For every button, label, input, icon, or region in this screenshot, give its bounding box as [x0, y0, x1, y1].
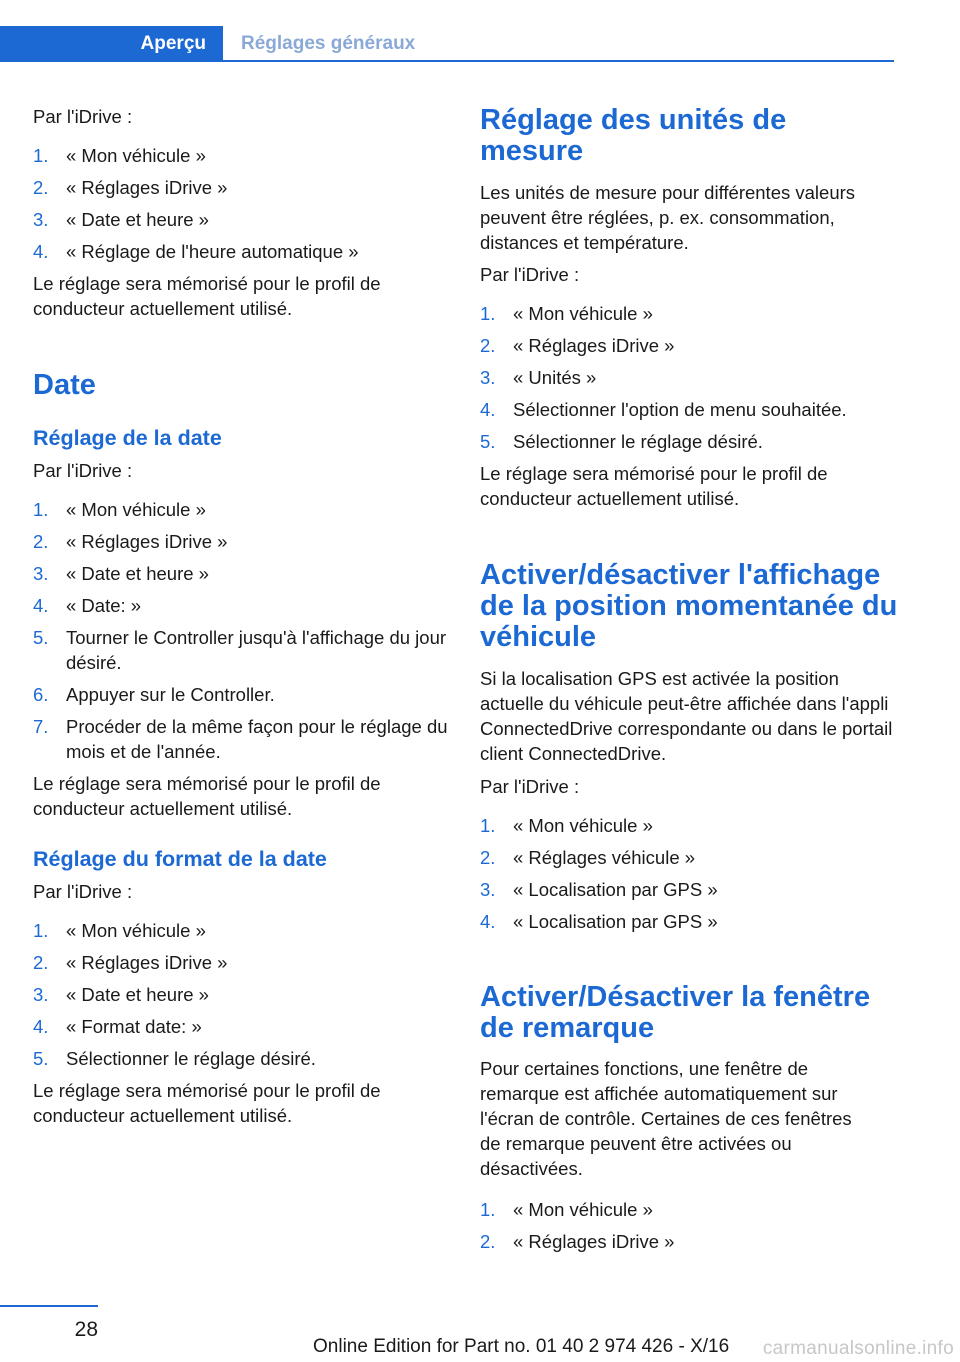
step-text: « Mon véhicule » — [66, 145, 206, 166]
units-desc: Les unités de mesure pour différentes valeurs peuvent être réglées, p. ex. consommation, distances et température. — [480, 182, 856, 253]
step-number: 5. — [33, 627, 49, 648]
step-number: 1. — [480, 303, 496, 324]
step-number: 5. — [480, 431, 496, 452]
section-title-remark: Activer/Désactiver la fenêtre de remarque — [480, 981, 871, 1044]
step-text: « Mon véhicule » — [66, 920, 206, 941]
step-number: 4. — [33, 1016, 49, 1037]
section-title-date: Date — [33, 369, 96, 401]
header-rule — [223, 60, 894, 62]
step-number: 5. — [33, 1048, 49, 1069]
step-number: 3. — [480, 879, 496, 900]
position-desc: Si la localisation GPS est activée la position actuelle du véhicule peut-être affichée dans l'appli ConnectedDrive correspondante ou dans le portail client ConnectedDrive. — [480, 668, 893, 764]
subsection-title-date-setting: Réglage de la date — [33, 426, 222, 450]
step-number: 4. — [33, 595, 49, 616]
footer-edition: Online Edition for Part no. 01 40 2 974 426 - X/16 — [313, 1336, 730, 1357]
step-number: 1. — [33, 920, 49, 941]
step-text: Procéder de la même façon pour le réglage du mois et de l'année. — [66, 716, 448, 762]
step-number: 2. — [33, 952, 49, 973]
step-number: 1. — [480, 815, 496, 836]
step-text: Sélectionner le réglage désiré. — [66, 1048, 316, 1069]
step-text: « Réglages iDrive » — [66, 952, 228, 973]
step-text: « Réglages véhicule » — [513, 847, 696, 868]
step-text: « Mon véhicule » — [513, 303, 653, 324]
step-number: 1. — [33, 499, 49, 520]
step-number: 3. — [33, 209, 49, 230]
step-number: 1. — [33, 145, 49, 166]
step-number: 2. — [33, 177, 49, 198]
intro-note: Le réglage sera mémorisé pour le profil de conducteur actuellement utilisé. — [33, 273, 381, 319]
step-text: « Mon véhicule » — [513, 1199, 653, 1220]
step-text: « Localisation par GPS » — [513, 879, 718, 900]
step-number: 4. — [33, 241, 49, 262]
intro-par: Par l'iDrive : — [33, 106, 133, 127]
step-text: « Date: » — [66, 595, 142, 616]
format-note: Le réglage sera mémorisé pour le profil de conducteur actuellement utilisé. — [33, 1080, 381, 1126]
step-number: 2. — [480, 335, 496, 356]
step-number: 4. — [480, 911, 496, 932]
remark-desc: Pour certaines fonctions, une fenêtre de remarque est affichée automatiquement sur l'écran de contrôle. Certaines de ces fenêtres de remarque peuvent être activées ou désactivées. — [480, 1058, 852, 1179]
position-par: Par l'iDrive : — [480, 776, 580, 797]
step-text: « Format date: » — [66, 1016, 202, 1037]
section-title-units: Réglage des unités de mesure — [480, 104, 787, 167]
step-text: Sélectionner l'option de menu souhaitée. — [513, 399, 847, 420]
date-set-par: Par l'iDrive : — [33, 460, 133, 481]
step-number: 2. — [480, 847, 496, 868]
page-number: 28 — [74, 1318, 98, 1341]
step-number: 4. — [480, 399, 496, 420]
step-number: 3. — [480, 367, 496, 388]
step-text: « Réglages iDrive » — [513, 335, 675, 356]
step-text: « Localisation par GPS » — [513, 911, 718, 932]
step-number: 3. — [33, 984, 49, 1005]
units-note: Le réglage sera mémorisé pour le profil de conducteur actuellement utilisé. — [480, 463, 828, 509]
header-tab-apercu[interactable]: Aperçu — [0, 26, 223, 62]
step-text: « Réglages iDrive » — [66, 177, 228, 198]
step-text: « Réglages iDrive » — [513, 1231, 675, 1252]
format-par: Par l'iDrive : — [33, 881, 133, 902]
step-text: « Réglages iDrive » — [66, 531, 228, 552]
step-text: « Mon véhicule » — [513, 815, 653, 836]
section-title-position: Activer/désactiver l'affichage de la position momentanée du véhicule — [480, 559, 898, 653]
step-number: 1. — [480, 1199, 496, 1220]
step-text: « Réglage de l'heure automatique » — [66, 241, 359, 262]
step-number: 2. — [480, 1231, 496, 1252]
step-text: « Date et heure » — [66, 984, 209, 1005]
step-text: « Date et heure » — [66, 563, 209, 584]
step-text: « Mon véhicule » — [66, 499, 206, 520]
date-set-note: Le réglage sera mémorisé pour le profil de conducteur actuellement utilisé. — [33, 773, 381, 819]
step-number: 6. — [33, 684, 49, 705]
footer-watermark: carmanualsonline.info — [762, 1338, 954, 1359]
subsection-title-date-format: Réglage du format de la date — [33, 847, 327, 871]
step-text: Appuyer sur le Controller. — [66, 684, 275, 705]
step-number: 2. — [33, 531, 49, 552]
step-text: Sélectionner le réglage désiré. — [513, 431, 763, 452]
step-text: « Unités » — [513, 367, 597, 388]
step-text: « Date et heure » — [66, 209, 209, 230]
step-number: 7. — [33, 716, 49, 737]
footer-rule — [0, 1305, 98, 1307]
step-text: Tourner le Controller jusqu'à l'affichage du jour désiré. — [66, 627, 447, 673]
header-tab-reglages-generaux[interactable]: Réglages généraux — [241, 33, 416, 54]
units-par: Par l'iDrive : — [480, 264, 580, 285]
step-number: 3. — [33, 563, 49, 584]
